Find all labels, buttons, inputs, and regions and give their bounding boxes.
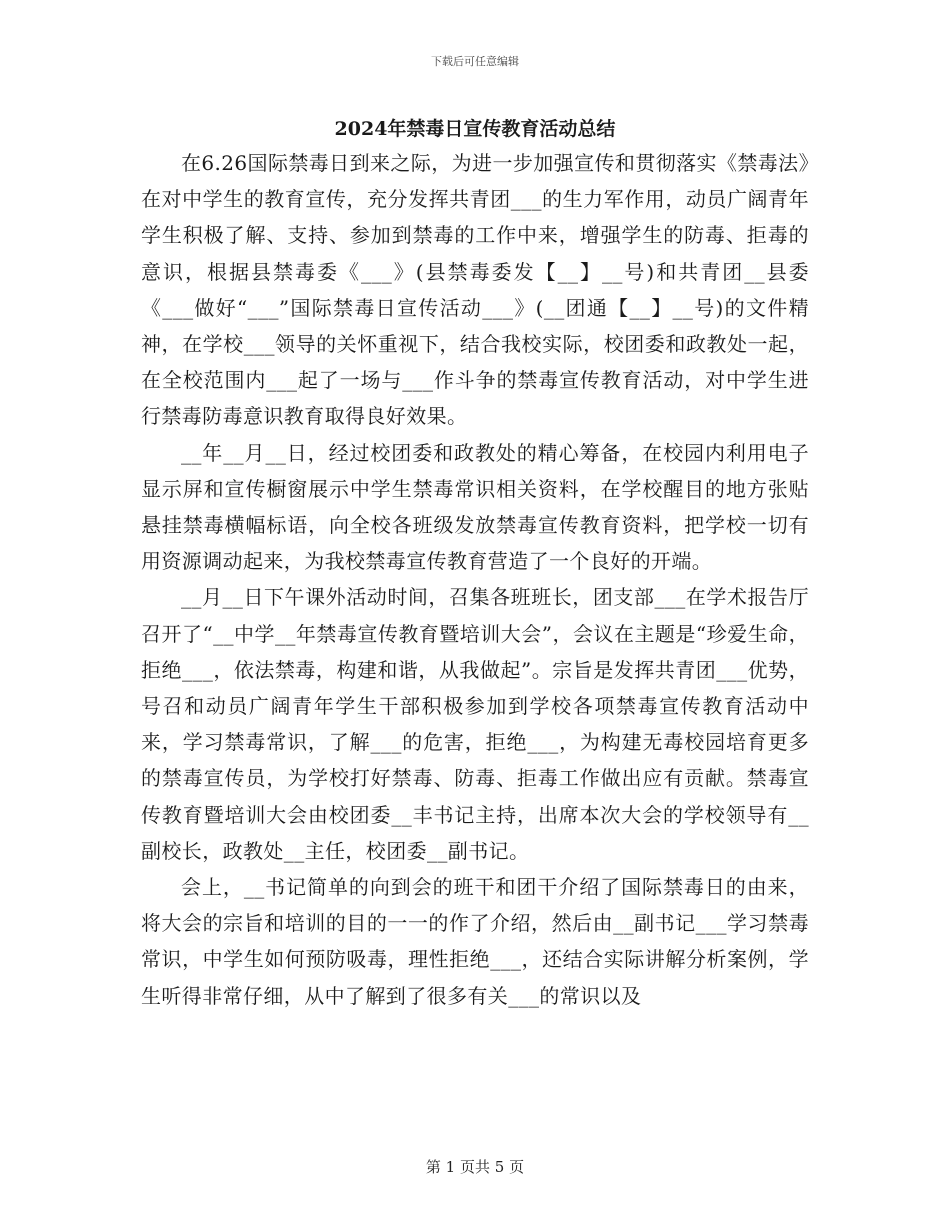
paragraph-3: __月__日下午课外活动时间，召集各班班长，团支部___在学术报告厅召开了“__中学__年禁毒宣传教育暨培训大会”，会议在主题是“珍爱生命，拒绝___，依法禁毒，构建和谐，从我做起”。宗旨是发挥共青团___优势，号召和动员广阔青年学生干部积极参加到学校各项禁毒宣传教育活动中来，学习禁毒常识，了解___的危害，拒绝___，为构建无毒校园培育更多的禁毒宣传员，为学校打好禁毒、防毒、拒毒工作做出应有贡献。禁毒宣传教育暨培训大会由校团委__丰书记主持，出席本次大会的学校领导有__副校长，政教处__主任，校团委__副书记。: [141, 585, 809, 863]
paragraph-1: 在6.26国际禁毒日到来之际，为进一步加强宣传和贯彻落实《禁毒法》在对中学生的教育宣传，充分发挥共青团___的生力军作用，动员广阔青年学生积极了解、支持、参加到禁毒的工作中来，增强学生的防毒、拒毒的意识，根据县禁毒委《___》(县禁毒委发【__】__号)和共青团__县委《___做好“___”国际禁毒日宣传活动___》(__团通【__】__号)的文件精神，在学校___领导的关怀重视下，结合我校实际，校团委和政教处一起，在全校范围内___起了一场与___作斗争的禁毒宣传教育活动，对中学生进行禁毒防毒意识教育取得良好效果。: [141, 151, 809, 429]
paragraph-2: __年__月__日，经过校团委和政教处的精心筹备，在校园内利用电子显示屏和宣传橱窗展示中学生禁毒常识相关资料，在学校醒目的地方张贴悬挂禁毒横幅标语，向全校各班级发放禁毒宣传教育资料，把学校一切有用资源调动起来，为我校禁毒宣传教育营造了一个良好的开端。: [141, 440, 809, 574]
page-number: 第 1 页共 5 页: [425, 1158, 525, 1176]
document-body: [141, 145, 809, 1014]
document-title: 2024年禁毒日宣传教育活动总结: [334, 118, 616, 140]
paragraph-4: 会上，__书记简单的向到会的班干和团干介绍了国际禁毒日的由来，将大会的宗旨和培训的目的一一的作了介绍，然后由__副书记___学习禁毒常识，中学生如何预防吸毒，理性拒绝___，还结合实际讲解分析案例，学生听得非常仔细，从中了解到了很多有关___的常识以及: [141, 875, 809, 1008]
page-header-note: 下载后可任意编辑: [431, 55, 519, 68]
